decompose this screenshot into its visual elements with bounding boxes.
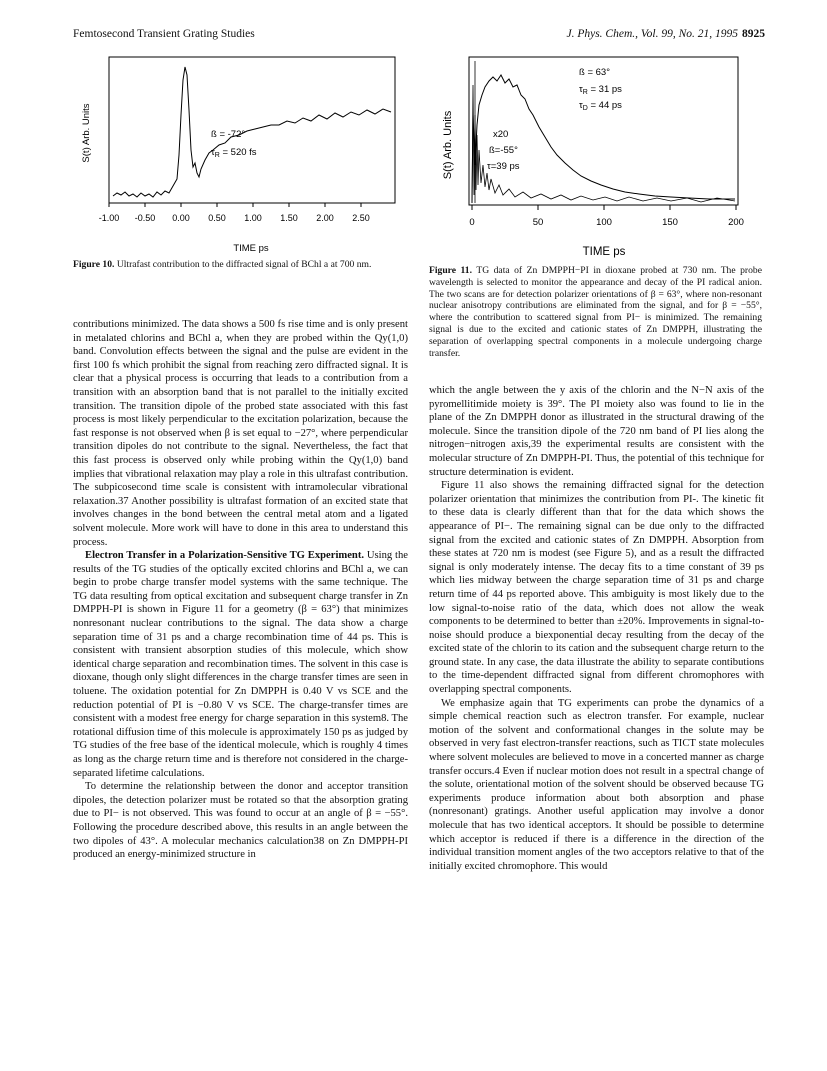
tick-label: 0.00 (172, 213, 190, 223)
page-number: 8925 (742, 28, 765, 40)
figure-11-caption (429, 265, 762, 359)
tick-label: 1.00 (244, 213, 262, 223)
figure-11 (429, 55, 774, 265)
paragraph: contributions minimized. The data shows a 500 fs rise time and is only present in metalated chlorins and BChl a, when they are probed within the Qy(1,0) band. Convolution effects between the signal and the pulse are evident in the first 100 fs which prohibit the signal from reaching zero diffracted signal. It is clear that a physical process is occurring that leads to a contribution from a transition with an absorption band that is not parallel to the initially excited transition. The transition dipole of the probed state associated with this fast process is most likely perpendicular to the excitation polarization, because the fast response is not observed when β is set equal to −27°, where perpendicular transition dipoles do not contribute to the signal. Nevertheless, the fact that this fast process is observed only while probing within the Qy(1,0) band implies that vibrational relaxation may play a role in this ultrafast contribution. The subpicosecond time scale is consistent with intramolecular vibrational relaxation.37 Another possibility is ultrafast formation of an excited state that involves changes in the bond between the central metal atom and a ligated solvent molecule. More work will have to done in this area to understand this process. (73, 319, 408, 548)
x-axis-label: TIME ps (233, 243, 269, 254)
annot-x20: x20 (493, 129, 509, 140)
annot-beta: ß = -72° (211, 129, 246, 140)
tick-label: 50 (532, 217, 544, 228)
paragraph: We emphasize again that TG experiments can probe the dynamics of a simple chemical reaction such as electron transfer. For example, nuclear motion of the solvent and conformational changes in the solute may be observed in very fast electron-transfer reactions, such as TICT state molecules where solvent molecules are believed to move in a concerted manner as charge transfer occurs.4 Even if nuclear motion does not result in a spectral change of the solute, orientational motion of the solvent should be observed because TG experiments produce information about both absorption and phase (nonresonant) gratings. Another useful application may involve a donor molecule that has two identical acceptors. It should be possible to determine which acceptor is reduced if there is a difference in the direction of the individual transition moment angles of the two acceptors relative to that of the initially excited chromophore. This would (429, 697, 764, 872)
y-axis-label: S(t) Arb. Units (442, 110, 454, 180)
journal-citation: J. Phys. Chem., Vol. 99, No. 21, 1995 (566, 28, 738, 40)
annot-tau-d: $\tau_D = 44$ ps (579, 100, 622, 112)
signal-trace (113, 67, 391, 197)
paragraph: Figure 11 also shows the remaining diffracted signal for the detection polarizer orientation that minimizes the contribution from PI-. The kinetic fit to these data is clearly different than that for the data which shows the appearance of PI−. The remaining signal can be due only to the diffracted signal from the excited and cationic states of Zn DMPPH. Absorption from these states at 720 nm is modest (see Figure 5), and as a result the diffracted signal is only moderately intense. The decay fits to a time constant of 39 ps which lies midway between the charge separation time of 31 ps and charge return time of 44 ps reported above. This ambiguity is most likely due to the low signal-to-noise ratio of the data, which does not allow the weak components to be determined to better than ±20%. Improvements in signal-to-noise should produce a biexponential decay resulting from the decay of the excited state of the chlorin to its cation and the subsequent charge return to the ground state. In any case, the data illustrate the ability to separate contibutions to the time-dependent diffracted signal from different chromophores with overlapping spectral components. (429, 480, 764, 696)
y-axis-label: S(t) Arb. Units (81, 103, 92, 163)
x-tick-labels (469, 217, 744, 228)
figure-10-plot (73, 55, 413, 255)
figure-11-plot (429, 55, 774, 265)
tick-label: 100 (596, 217, 612, 228)
caption-text: Ultrafast contribution to the diffracted signal of BChl a at 700 nm. (116, 259, 372, 270)
annot-tau-r: $\tau_R = 31$ ps (579, 84, 622, 96)
x-tick-labels (99, 213, 370, 223)
paragraph-electron-transfer (73, 549, 408, 780)
caption-label: Figure 11. (429, 265, 472, 276)
x-axis-label: TIME ps (582, 246, 626, 258)
tick-label: -1.00 (98, 213, 120, 223)
right-column (429, 384, 764, 873)
tick-label: 0.50 (208, 213, 226, 223)
tick-label: -0.50 (134, 213, 156, 223)
caption-text: TG data of Zn DMPPH−PI in dioxane probed at 730 nm. The probe wavelength is selected to monitor the appearance and decay of the PI radical anion. The two scans are for detection polarizer orientations of β = 63°, where non-resonant nuclear anisotropy contributions are eliminated from the signal, and for β = −55°, where the contribution to scattered signal from PI− is minimized. The remaining signal is due to the excited and cationic states of Zn DMPPH, illustrating the separation of overlapping spectral components in a molecule undergoing charge transfer. (429, 265, 762, 359)
tick-label: 2.50 (352, 213, 370, 223)
caption-label: Figure 10. (73, 259, 115, 270)
paragraph: To determine the relationship between the donor and acceptor transition dipoles, the detection polarizer must be rotated so that the absorption grating due to PI− is not observed. This was found to occur at an angle of β = −55°. Following the procedure described above, this results in an angle between the two dipoles of 43°. A molecular mechanics calculation38 on Zn DMPPH-PI produced an energy-minimized structure in (73, 781, 408, 861)
paragraph-text: Using the results of the TG studies of the optically excited chlorins and BChl a, we can begin to probe charge transfer model systems with the same technique. The TG data resulting from optical excitation and subsequent charge transfer in Zn DMPPH-PI is shown in Figure 11 for a geometry (β = 63°) that minimizes nonresonant nuclear contributions to the signal. The data show a charge separation time of 31 ps and a charge recombination time of 44 ps. This is consistent with transient absorption studies of this molecule, which show identical charge separation and recombination times. The solvent in this case is dioxane, though only slight differences in the charge transfer times are seen in toluene. The oxidation potential for Zn DMPPH is 0.40 V vs SCE and the reduction potential of PI is −0.80 V vs SCE. The charge-transfer times are consistent with a modest free energy for charge separation in this system8. The rotational diffusion time of this molecule is approximately 150 ps as judged by TG studies of the free base of the identical molecule, which is roughly 4 times as long as the charge return time and is therefore not considered in the charge-separated lifetime calculations. (73, 550, 408, 779)
running-header-title: Femtosecond Transient Grating Studies (73, 28, 255, 40)
annot-beta: ß = 63° (579, 67, 610, 78)
left-column (73, 318, 408, 862)
tick-label: 150 (662, 217, 678, 228)
paragraph: which the angle between the y axis of the chlorin and the N−N axis of the pyromellitimide moiety is 39°. The PI moiety also was found to lie in the plane of the Zn DMPPH donor as illustrated in the structural drawing of the molecule. Since the transition dipole of the 720 nm band of PI lies along the nitrogen−nitrogen axis,39 the experimental results are consistent with the molecular structure of Zn DMPPH-PI. Thus, the potential of this technique for structure determination is evident. (429, 385, 764, 478)
figure-10-caption (73, 259, 406, 271)
section-heading: Electron Transfer in a Polarization-Sensitive TG Experiment. (85, 550, 364, 562)
tick-label: 200 (728, 217, 744, 228)
annot-tau: $\tau_R = 520$ fs (211, 147, 257, 159)
annot-beta-2: ß=-55° (489, 145, 518, 156)
figure-10 (73, 55, 413, 255)
tick-label: 2.00 (316, 213, 334, 223)
annot-tau-2: τ=39 ps (487, 161, 520, 172)
running-header-journal (566, 28, 765, 40)
tick-label: 0 (469, 217, 475, 228)
tick-label: 1.50 (280, 213, 298, 223)
